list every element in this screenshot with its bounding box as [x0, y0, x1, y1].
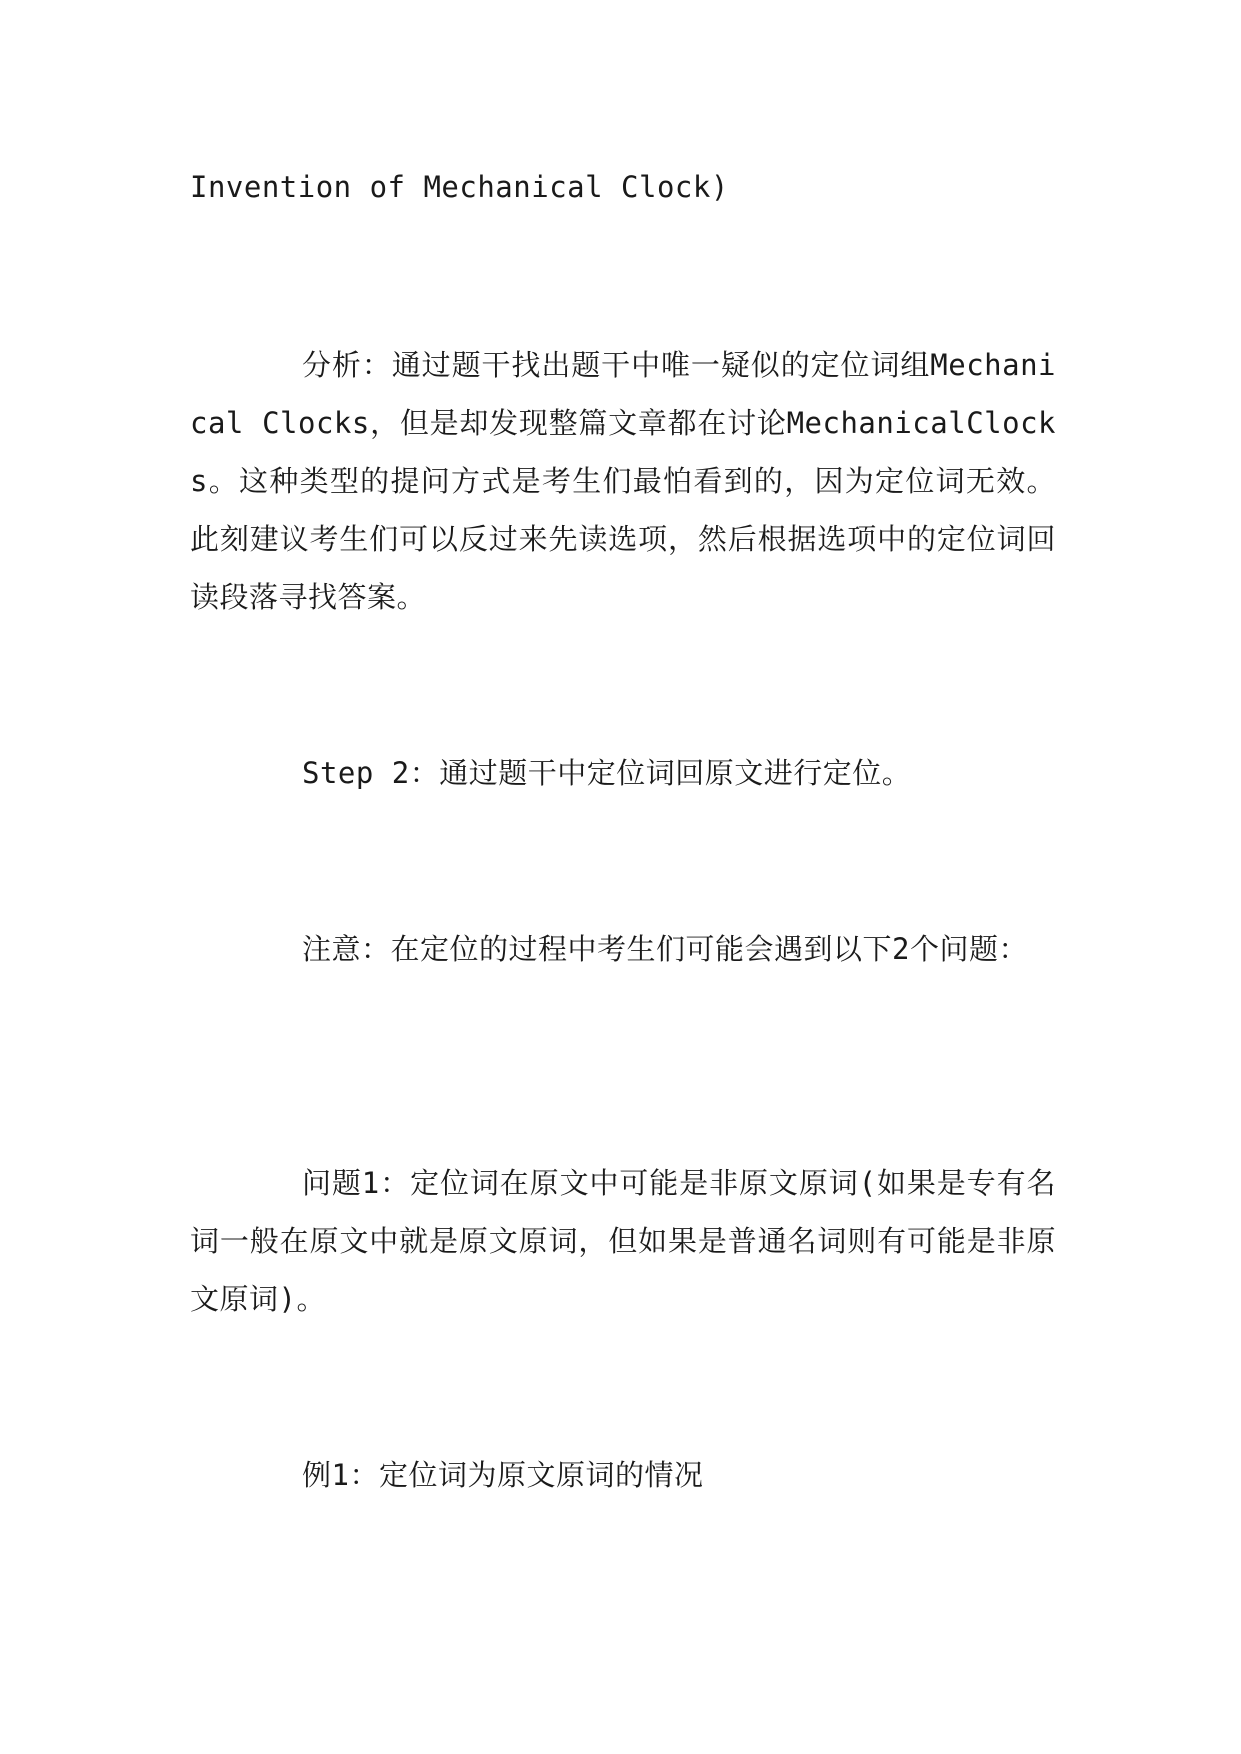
paragraph-continuation: Invention of Mechanical Clock): [190, 170, 729, 204]
paragraph-problem-1: 问题1：定位词在原文中可能是非原文原词(如果是专有名词一般在原文中就是原文原词，但如果是普通名词则有可能是非原文原词)。: [190, 1166, 1056, 1316]
paragraph-step-2: Step 2：通过题干中定位词回原文进行定位。: [302, 756, 912, 790]
paragraph-example-1: 例1：定位词为原文原词的情况: [302, 1458, 704, 1492]
paragraph-note: 注意：在定位的过程中考生们可能会遇到以下2个问题：: [302, 932, 1028, 966]
paragraph-analysis: 分析：通过题干找出题干中唯一疑似的定位词组Mechanical Clocks，但是却发现整篇文章都在讨论MechanicalClocks。这种类型的提问方式是考生们最怕看到的，因为定位词无效。此刻建议考生们可以反过来先读选项，然后根据选项中的定位词回读段落寻找答案。: [190, 348, 1056, 614]
